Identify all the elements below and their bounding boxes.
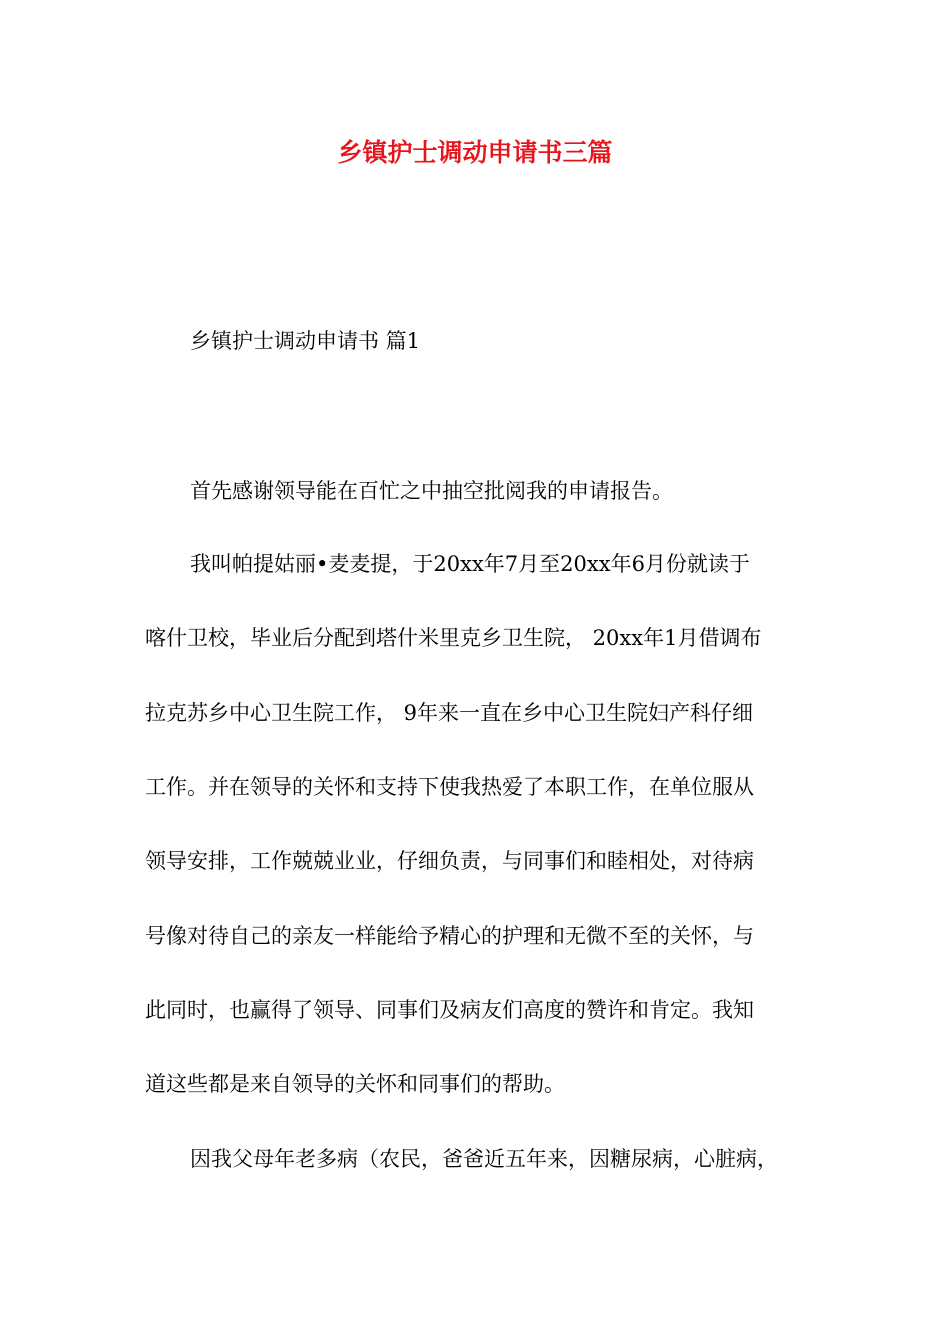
paragraph-line: 领导安排，工作兢兢业业，仔细负责，与同事们和睦相处，对待病 [145, 849, 754, 873]
paragraph-line: 首先感谢领导能在百忙之中抽空批阅我的申请报告。 [190, 479, 673, 503]
section-heading: 乡镇护士调动申请书 篇1 [190, 329, 421, 353]
paragraph-line: 工作。并在领导的关怀和支持下使我热爱了本职工作，在单位服从 [145, 775, 754, 799]
paragraph-line: 我叫帕提姑丽•麦麦提，于20xx年7月至20xx年6月份就读于 [190, 552, 750, 576]
paragraph-line: 因我父母年老多病（农民，爸爸近五年来，因糖尿病，心脏病， [190, 1147, 778, 1171]
document-title: 乡镇护士调动申请书三篇 [337, 138, 613, 167]
paragraph-line: 此同时，也赢得了领导、同事们及病友们高度的赞许和肯定。我知 [145, 998, 754, 1022]
paragraph-line: 拉克苏乡中心卫生院工作， 9年来一直在乡中心卫生院妇产科仔细 [145, 701, 754, 725]
paragraph-line: 喀什卫校，毕业后分配到塔什米里克乡卫生院， 20xx年1月借调布 [145, 626, 762, 650]
paragraph-line: 号像对待自己的亲友一样能给予精心的护理和无微不至的关怀，与 [145, 924, 754, 948]
paragraph-line: 道这些都是来自领导的关怀和同事们的帮助。 [145, 1072, 565, 1096]
